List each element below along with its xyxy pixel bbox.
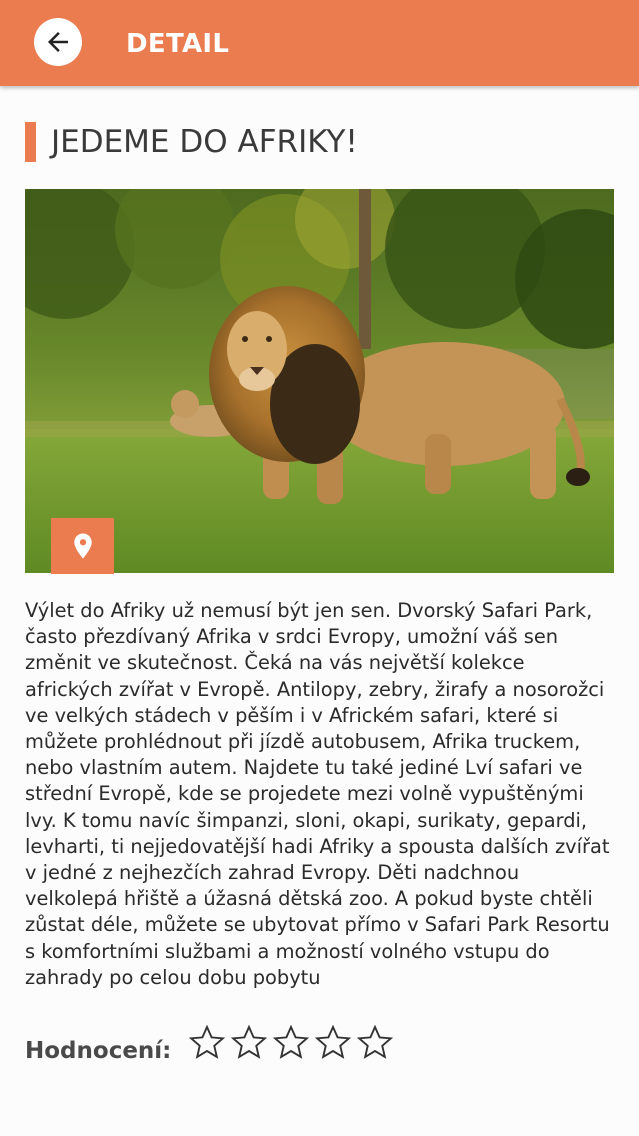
star-outline-icon[interactable] — [356, 1022, 394, 1062]
article-title: JEDEME DO AFRIKY! — [51, 124, 358, 160]
star-outline-icon[interactable] — [230, 1022, 268, 1062]
app-bar-title: DETAIL — [126, 29, 230, 59]
star-outline-icon[interactable] — [188, 1022, 226, 1062]
location-button[interactable] — [51, 518, 114, 574]
app-bar — [0, 0, 639, 86]
star-outline-icon[interactable] — [314, 1022, 352, 1062]
rating-label: Hodnocení: — [25, 1038, 172, 1064]
star-outline-icon[interactable] — [272, 1022, 310, 1062]
article-description: Výlet do Afriky už nemusí být jen sen. Dvorský Safari Park, často přezdívaný Afrika v srdci Evropy, umožní váš sen změnit ve skutečnost. Čeká na vás největší kolekce afrických zvířat v Evropě. Antilopy, zebry, žirafy a nosorožci ve velkých stádech v pěším i v Africkém safari, které si můžete prohlédnout při jízdě autobusem, Afrika truckem, nebo vlastním autem. Najdete tu také jediné Lví safari ve střední Evropě, kde se projedete mezi volně vypuštěnými lvy. K tomu navíc šimpanzi, sloni, okapi, surikaty, gepardi, levharti, ti nejjedovatější hadi Afriky a spousta dalších zvířat v jedné z nejhezčích zahrad Evropy. Děti nadchnou velkolepá hřiště a úžasná dětská zoo. A pokud byste chtěli zůstat déle, můžete se ubytovat přímo v Safari Park Resortu s komfortními službami a možností volného vstupu do zahrady po celou dobu pobytu — [25, 599, 610, 989]
back-button[interactable] — [34, 18, 82, 66]
heading-accent-bar — [25, 122, 36, 162]
map-pin-icon — [68, 529, 98, 563]
arrow-left-icon — [43, 27, 73, 57]
rating-stars[interactable] — [188, 1022, 394, 1062]
lion-photo — [25, 189, 614, 573]
